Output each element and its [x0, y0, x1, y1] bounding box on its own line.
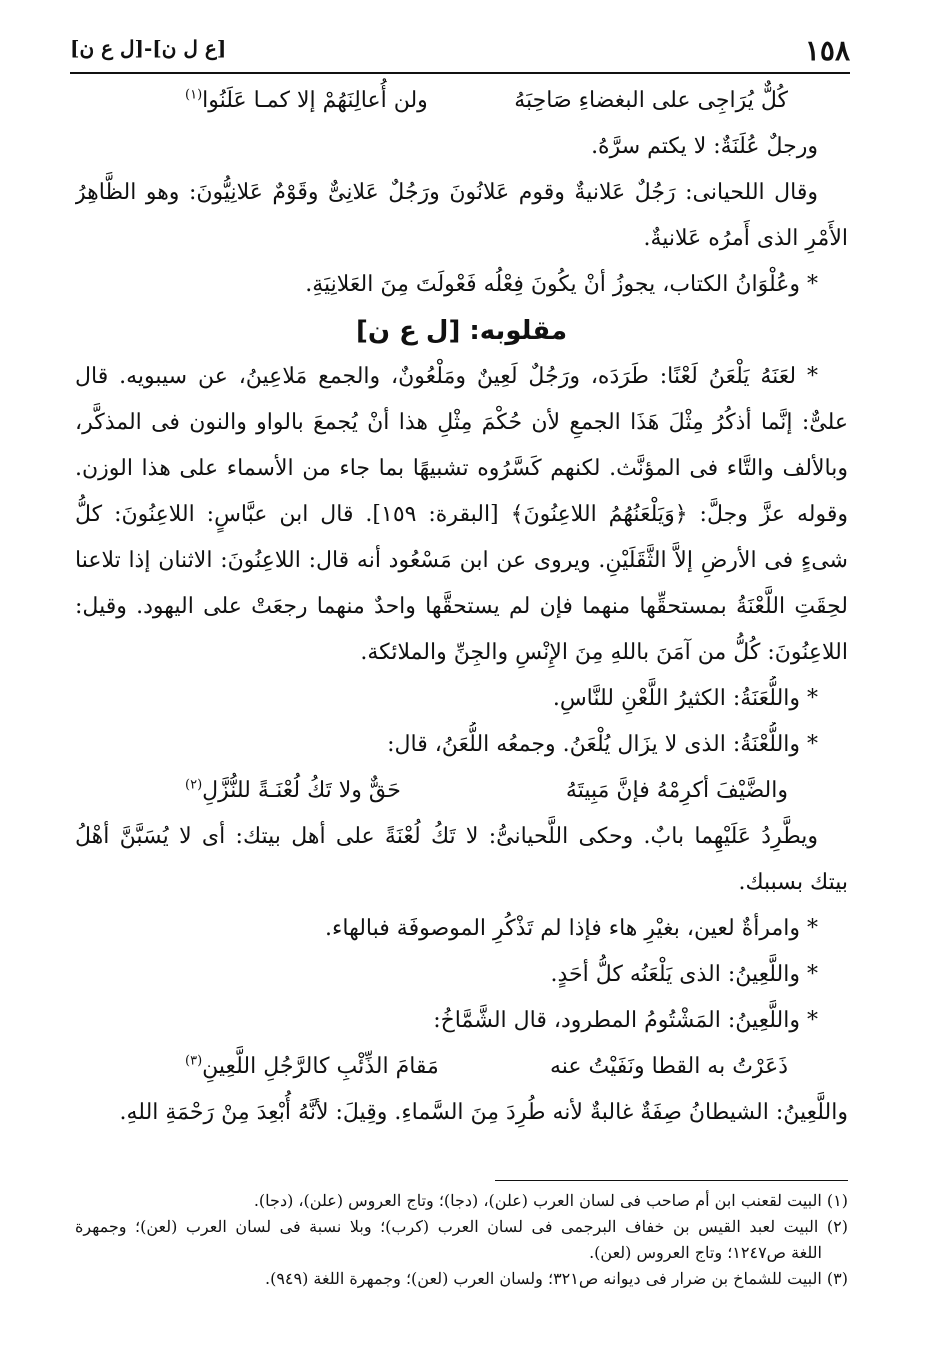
verse-3-second-hemistich	[185, 1044, 439, 1090]
text-line: * وامرأةٌ لعين، بغيْرِ هاء فإذا لم تَذْكُرِ الموصوفَة فبالهاء.	[325, 916, 818, 941]
text-line: اللاعِنُونَ: كُلُّ من آمَنَ باللهِ مِنَ الإِنْسِ والجِنِّ والملائكة.	[360, 640, 848, 665]
footnote-ref-3: (٣)	[185, 1053, 203, 1069]
verse-3-first-hemistich: ذَعَرْتُ به القطا ونَفَيْتُ عنه	[549, 1054, 788, 1079]
text-line: ورجلٌ عُلَنَةٌ: لا يكتم سرَّهُ.	[591, 134, 818, 159]
verse-1-second-hemistich	[185, 78, 428, 124]
footnotes	[75, 1188, 848, 1292]
verse-1-first-hemistich: كُلٌّ يُرَاجِى على البغضاءِ صَاحِبَهُ	[514, 88, 788, 113]
text-line: * واللُّعَنَةُ: الكثيرُ اللَّعْنِ للنَّاسِ.	[552, 686, 818, 711]
text-line: واللَّعِينُ: الشيطانُ صِفَةٌ غالبةٌ لأنه طُرِدَ مِنَ السَّماءِ. وقِيلَ: لأنَّهُ أُبْعِدَ مِنْ رَحْمَةِ اللهِ.	[119, 1100, 848, 1125]
verse-1-second-text: ولن أُعالِنَهُمْ إلا كمـا عَلَنُوا	[202, 88, 428, 113]
section-title: مقلوبه: [ل ع ن]	[355, 316, 568, 346]
footnote-2: (٢) البيت لعبد القيس بن خفاف البرجمى فى لسان العرب (كرب)؛ وبلا نسبة فى لسان العرب (لعن)؛ وجمهرة	[75, 1217, 848, 1236]
verse-2-second-hemistich	[185, 768, 401, 814]
text-line: * وعُلْوَانُ الكتاب، يجوزُ أنْ يكُونَ فِعْلُه فَعْولَتَ مِنَ العَلانِيَةِ.	[305, 272, 818, 297]
running-head: [ع ل ن]-[ل ع ن]	[70, 36, 227, 60]
footnote-ref-1: (١)	[185, 87, 203, 103]
text-line: وقوله عزَّ وجلَّ: ﴿وَيَلْعَنُهُمُ اللاعِنُونَ﴾ [البقرة: ١٥٩]. قال ابن عبَّاسٍ: اللاعِنُونَ: كلُّ	[75, 502, 848, 527]
text-line: وبالألف والتَّاء فى المؤنَّث. لكنهم كَسَّرُوه تشبيهًا بما جاء من الأسماء على هذا الوزن.	[75, 456, 848, 481]
text-line: علىٌّ: إنَّما أذكُرُ مِثْلَ هَذَا الجمعِ لأن حُكْمَ مِثْلِ هذا أنْ يُجمعَ بالواو والنون فى المذكَّر،	[75, 410, 848, 435]
text-line: الأَمْرِ الذى أَمرُه عَلانيةٌ.	[643, 226, 848, 251]
text-line: شىءٍ فى الأرضِ إلاَّ الثَّقَلَيْنِ. ويروى عن ابن مَسْعُود أنه قال: اللاعِنُونَ: الاثنان إذا تلاعنا	[75, 548, 848, 573]
page-header	[70, 30, 850, 70]
text-line: * لعَنَهُ يَلْعَنُ لَعْنًا: طَرَدَه، ورَجُلٌ لَعِينٌ ومَلْعُونٌ، والجمع مَلاعِينُ، عن سيبويه. قال	[75, 364, 818, 389]
text-line: * واللُّعْنَةُ: الذى لا يزَال يُلْعَنُ. وجمعُه اللُّعَنُ، قال:	[387, 732, 818, 757]
header-rule	[70, 72, 850, 74]
footnote-1: (١) البيت لقعنب ابن أم صاحب فى لسان العرب (علن)، (دجا)؛ وتاج العروس (علن)، (دجا).	[253, 1191, 848, 1210]
footnote-2-continued: اللغة ص١٢٤٧؛ وتاج العروس (لعن).	[589, 1243, 822, 1262]
page-number: ١٥٨	[804, 34, 850, 67]
verse-2-second-text: حَقٌّ ولا تَكُ لُعْنَـةً للنُّزَّلِ	[202, 778, 401, 803]
text-line: ويطَّرِدُ عَلَيْهِما بابٌ. وحكى اللَّحيانىُّ: لا تَكُ لُعْنَةً على أهل بيتك: أى لا يُسَبَّنَّ أهْلُ	[75, 824, 818, 849]
text-line: * واللَّعِينُ: الذى يَلْعَنُه كلُّ أحَدٍ.	[550, 962, 818, 987]
footnote-3: (٣) البيت للشماخ بن ضرار فى ديوانه ص٣٢١؛ ولسان العرب (لعن)؛ وجمهرة اللغة (٩٤٩).	[264, 1269, 848, 1288]
verse-2	[75, 768, 848, 814]
verse-1	[75, 78, 848, 124]
verse-3-second-text: مَقامَ الذِّئْبِ كالرَّجُلِ اللَّعِينِ	[202, 1054, 439, 1079]
verse-3	[75, 1044, 848, 1090]
text-line: * واللَّعِينُ: المَشْتُومُ المطرود، قال الشَّمَّاخُ:	[433, 1008, 818, 1033]
text-line: لحِقَتِ اللَّعْنَةُ بمستحقِّها منهما فإن لم يستحقَّها واحدٌ منهما رجعَتْ على اليهود. وقيل:	[75, 594, 848, 619]
page-body	[75, 78, 848, 1136]
footnote-ref-2: (٢)	[185, 777, 203, 793]
footnote-rule	[495, 1180, 848, 1181]
text-line: بيتك بسببك.	[738, 870, 848, 895]
verse-2-first-hemistich: والضَّيْفَ أكرِمْهُ فإنَّ مَبِيتَهُ	[565, 778, 788, 803]
text-line: وقال اللحيانى: رَجُلٌ عَلانيةٌ وقوم عَلانُونَ ورَجُلٌ عَلانِىٌّ وقَوْمٌ عَلانِيُّونَ: وهو الظَّاهِرُ	[75, 180, 818, 205]
